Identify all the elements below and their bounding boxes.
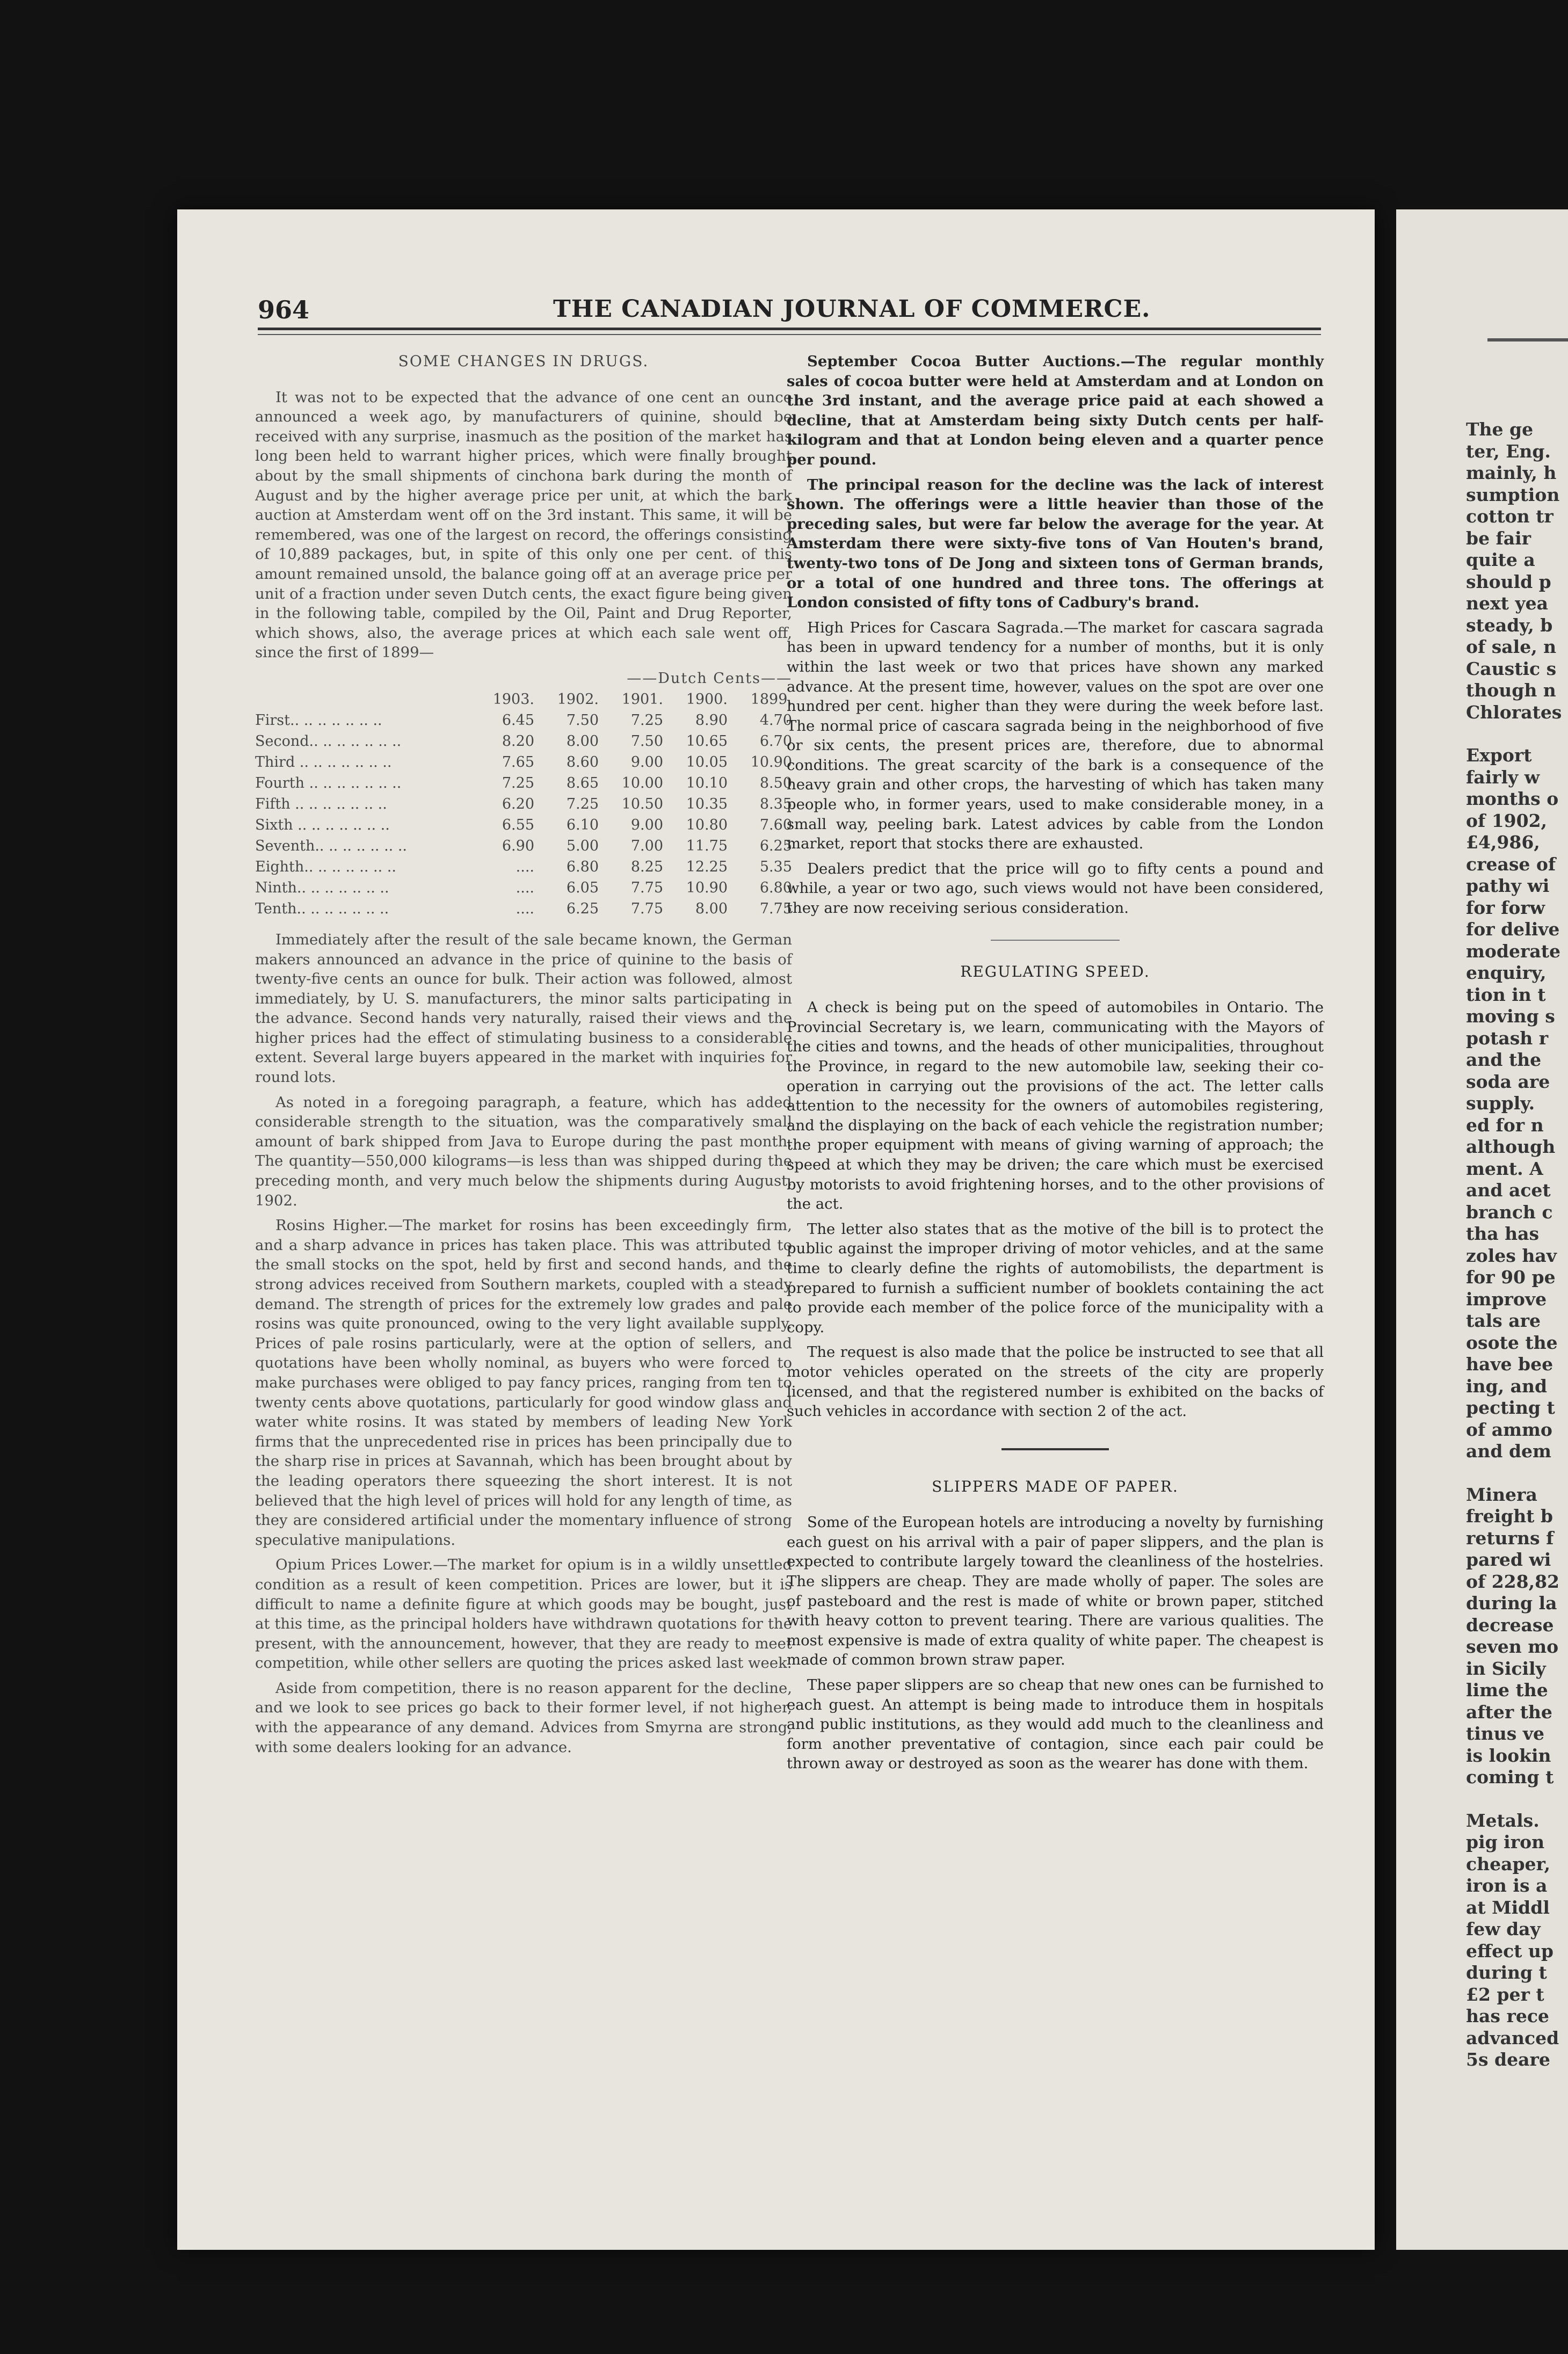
facing-text-line: moving s	[1466, 1006, 1555, 1027]
facing-text-line: next yea	[1466, 593, 1548, 614]
facing-text-line: during la	[1466, 1593, 1557, 1614]
facing-text-line: of 228,82	[1466, 1571, 1559, 1592]
section-divider	[1001, 1448, 1109, 1450]
table-row: Seventh.. .. .. .. .. .. .. 6.90 5.00 7.00 11.75 6.25	[255, 837, 792, 854]
column-header: 1902.	[557, 691, 599, 708]
facing-text-line: £4,986,	[1466, 832, 1540, 853]
facing-text-line: for forw	[1466, 897, 1545, 918]
bark-auction-table	[255, 668, 792, 919]
facing-text-line: effect up	[1466, 1940, 1554, 1961]
facing-text-line: pathy wi	[1466, 875, 1550, 896]
facing-text-line: for 90 pe	[1466, 1267, 1556, 1288]
facing-text-line: for delive	[1466, 919, 1560, 940]
article-heading-slippers: SLIPPERS MADE OF PAPER.	[932, 1477, 1179, 1495]
facing-text-line: moderate	[1466, 940, 1561, 962]
facing-text-line: iron is a	[1466, 1875, 1548, 1896]
facing-text-line: £2 per t	[1466, 1984, 1544, 2005]
paragraph: The request is also made that the police be instructed to see that all motor vehicles operated on the streets of the city are properly licensed, and that the registered number is exhibited on the backs of such vehicles in accordance with section 2 of the act.	[787, 1343, 1324, 1420]
paragraph: Dealers predict that the price will go to fifty cents a pound and while, a year or two ago, such views would not have been considered, they are now receiving serious consideration.	[787, 860, 1324, 917]
newspaper-page	[177, 209, 1375, 2250]
facing-text-line: enquiry,	[1466, 962, 1547, 983]
facing-text-line: ed for n	[1466, 1114, 1544, 1136]
facing-text-line: few day	[1466, 1919, 1541, 1939]
table-row: Fifth .. .. .. .. .. .. .. 6.20 7.25 10.50 10.35 8.35	[255, 795, 792, 812]
paragraph: Aside from competition, there is no reason apparent for the decline, and we look to see prices go back to their former level, if not higher, with the appearance of any demand. Advices from Smyrna are strong, with some dealers looking for an advance.	[255, 1679, 792, 1756]
facing-text-line: months o	[1466, 788, 1559, 809]
facing-text-line: tha has	[1466, 1223, 1540, 1244]
facing-text-line: pecting t	[1466, 1397, 1555, 1418]
left-column	[255, 352, 792, 1762]
facing-text-line: is lookin	[1466, 1745, 1551, 1766]
paragraph: The principal reason for the decline was the lack of interest shown. The offerings were a little heavier than those of the preceding sales, but were far below the average for the year. At Amsterdam there were sixty-five tons of Van Houten's brand, twenty-two tons of De Jong and sixteen tons of German brands, or a total of one hundred and three tons. The offerings at London consisted of fifty tons of Cadbury's brand.	[787, 476, 1324, 612]
facing-text-line: tinus ve	[1466, 1723, 1545, 1744]
header-rule-thin	[258, 334, 1321, 335]
facing-text-line: during t	[1466, 1962, 1547, 1983]
paragraph: September Cocoa Butter Auctions.—The regular monthly sales of cocoa butter were held at Amsterdam and at London on the 3rd instant, and the average price paid at each showed a decline, that at Amsterdam being sixty Dutch cents per half-kilogram and that at London being eleven and a quarter pence per pound.	[787, 353, 1324, 468]
table-super-header: ——Dutch Cents——	[627, 670, 792, 687]
facing-text-line: The ge	[1466, 419, 1534, 440]
paragraph: A check is being put on the speed of automobiles in Ontario. The Provincial Secretary is, we learn, communicating with the Mayors of the cities and towns, and the heads of other municipalities, throughout the Province, in regard to the new automobile law, seeking their co-operation in carrying out the provisions of the act. The letter calls attention to the necessity for the owners of automobiles registering, and the displaying on the back of each vehicle the registration number; the proper equipment with means of giving warning of approach; the speed at which they may be driven; the care which must be exercised by motorists to avoid frightening horses, and to the other provisions of the act.	[787, 999, 1324, 1213]
column-header: 1903.	[492, 691, 534, 708]
column-header: 1899.	[750, 691, 792, 708]
table-row: Eighth.. .. .. .. .. .. .. .... 6.80 8.25 12.25 5.35	[255, 858, 792, 875]
paragraph: High Prices for Cascara Sagrada.—The market for cascara sagrada has been in upward tendency for a number of months, but it is only within the last week or two that prices have shown any marked advance. At the present time, however, values on the spot are over one hundred per cent. higher than they were during the week before last. The normal price of cascara sagrada being in the neighborhood of five or six cents, the present prices are, therefore, due to abnormal conditions. The great scarcity of the bark is a consequence of the heavy grain and other crops, the harvesting of which has taken many people who, in former years, used to make considerable money, in a small way, peeling bark. Latest advices by cable from the London market, report that stocks there are exhausted.	[787, 619, 1324, 853]
facing-text-line: crease of	[1466, 853, 1556, 875]
facing-text-line: tion in t	[1466, 984, 1546, 1005]
facing-text-line: pared wi	[1466, 1549, 1551, 1570]
article-heading-speed: REGULATING SPEED.	[960, 962, 1150, 980]
facing-text-line: have bee	[1466, 1354, 1554, 1375]
facing-text-line: soda are	[1466, 1071, 1550, 1092]
paragraph: Rosins Higher.—The market for rosins has been exceedingly firm, and a sharp advance in prices has taken place. This was attributed to the small stocks on the spot, held by first and second hands, and the strong advices received from Southern markets, coupled with a steady demand. The strength of prices for the extremely low grades and pale rosins was quite pronounced, owing to the very light available supply. Prices of pale rosins particularly, were at the option of sellers, and quotations have been wholly nominal, as buyers who were forced to make purchases were obliged to pay fancy prices, ranging from ten to twenty cents above quotations, particularly for good window glass and water white rosins. It was stated by members of leading New York firms that the unprecedented rise in prices has been principally due to the sharp rise in prices at Savannah, which has been brought about by the leading operators there squeezing the short interest. It is not believed that the high level of prices will hold for any length of time, as they are considered artificial under the momentary influence of strong speculative manipulations.	[255, 1217, 792, 1549]
facing-text-line: and dem	[1466, 1441, 1551, 1462]
facing-text-line: zoles hav	[1466, 1245, 1557, 1266]
facing-text-line: though n	[1466, 680, 1556, 701]
paragraph: Immediately after the result of the sale became known, the German makers announced an advance in the price of quinine to the basis of twenty-five cents an ounce for bulk. Their action was followed, almost immediately, by U. S. manufacturers, the minor salts participating in the advance. Second hands very naturally, raised their views and the higher prices had the effect of stimulating business to a considerable extent. Several large buyers appeared in the market with inquiries for round lots.	[255, 931, 792, 1086]
facing-text-line: be fair	[1466, 527, 1531, 549]
table-row: Second.. .. .. .. .. .. .. 8.20 8.00 7.50 10.65 6.70	[255, 732, 792, 750]
facing-page-fragment	[1396, 209, 1568, 2250]
table-row: First.. .. .. .. .. .. .. 6.45 7.50 7.25 8.90 4.70	[255, 711, 792, 729]
facing-text-line: in Sicily	[1466, 1658, 1546, 1679]
facing-text-line: although	[1466, 1136, 1556, 1157]
facing-text-line: mainly, h	[1466, 462, 1557, 483]
paragraph: It was not to be expected that the advance of one cent an ounce announced a week ago, by manufacturers of quinine, should be received with any surprise, inasmuch as the position of the market has long been held to warrant higher prices, which were finally brought about by the small shipments of cinchona bark during the month of August and by the higher average price per unit, at which the bark auction at Amsterdam went off on the 3rd instant. This same, it will be remembered, was one of the largest on record, the offerings consisting of 10,889 packages, but, in spite of this only one per cent. of this amount remained unsold, the balance going off at an average price per unit of a fraction under seven Dutch cents, the exact figure being given in the following table, compiled by the Oil, Paint and Drug Reporter, which shows, also, the average prices at which each sale went off, since the first of 1899—	[255, 388, 792, 662]
header-rule	[258, 328, 1321, 330]
paragraph: Some of the European hotels are introducing a novelty by furnishing each guest on his arrival with a pair of paper slippers, and the plan is expected to contribute largely toward the cleanliness of the hostelries. The slippers are cheap. They are made wholly of paper. The soles are of pasteboard and the rest is made of white or brown paper, stitched with heavy cotton to prevent tearing. There are various qualities. The most expensive is made of extra quality of white paper. The cheapest is made of common brown straw paper.	[787, 1514, 1324, 1669]
table-header-row	[255, 689, 792, 710]
table-row: Sixth .. .. .. .. .. .. .. 6.55 6.10 9.00 10.80 7.60	[255, 816, 792, 833]
facing-text-line: should p	[1466, 571, 1551, 592]
facing-text-line: Chlorates	[1466, 701, 1562, 723]
column-header: 1901.	[621, 691, 663, 708]
facing-text-line: supply.	[1466, 1093, 1535, 1114]
facing-text-line: sumption	[1466, 484, 1560, 505]
facing-text-line: pig iron	[1466, 1832, 1545, 1852]
paragraph: Opium Prices Lower.—The market for opium is in a wildly unsettled condition as a result of keen competition. Prices are lower, but it is difficult to name a definite figure at which goods may be bought, just at this time, as the principal holders have withdrawn quotations for the present, with the announcement, however, that they are ready to meet competition, while other sellers are quoting the prices asked last week.	[255, 1556, 792, 1672]
table-row: Fourth .. .. .. .. .. .. .. 7.25 8.65 10.00 10.10 8.50	[255, 774, 792, 791]
facing-text-line: branch c	[1466, 1201, 1553, 1223]
facing-text-line: and acet	[1466, 1180, 1551, 1201]
table-row: Tenth.. .. .. .. .. .. .. .... 6.25 7.75 8.00 7.75	[255, 900, 792, 917]
facing-text-line: returns f	[1466, 1527, 1554, 1549]
facing-text-line: freight b	[1466, 1506, 1553, 1527]
table-row: Third .. .. .. .. .. .. .. 7.65 8.60 9.00 10.05 10.90	[255, 753, 792, 771]
facing-text-line: 5s deare	[1466, 2049, 1550, 2070]
page-header	[258, 290, 1321, 328]
facing-text-line: potash r	[1466, 1027, 1549, 1049]
facing-text-line: ing, and	[1466, 1375, 1548, 1397]
facing-text-line: seven mo	[1466, 1636, 1559, 1657]
facing-header-rule	[1487, 338, 1568, 342]
facing-text-line: improve	[1466, 1288, 1547, 1310]
paragraph: As noted in a foregoing paragraph, a feature, which has added considerable strength to the situation, was the comparatively small amount of bark shipped from Java to Europe during the past month. The quantity—550,000 kilograms—is less than was shipped during the preceding month, and very much below the shipments during August, 1902.	[255, 1093, 792, 1209]
facing-text-line: osote the	[1466, 1332, 1558, 1353]
paragraph: These paper slippers are so cheap that new ones can be furnished to each guest. An attempt is being made to introduce them in hospitals and public institutions, as they would add much to the cleanliness and form another preventative of contagion, since each pair could be thrown away or destroyed as soon as the wearer has done with them.	[787, 1676, 1324, 1772]
facing-text-line: after the	[1466, 1701, 1552, 1723]
facing-text-line: tals are	[1466, 1310, 1541, 1331]
facing-text-line: Caustic s	[1466, 658, 1557, 679]
facing-text-line: ter, Eng.	[1466, 440, 1551, 462]
facing-text-line: steady, b	[1466, 614, 1553, 636]
section-divider	[991, 940, 1120, 941]
right-column	[787, 352, 1324, 1779]
column-header: 1900.	[686, 691, 728, 708]
facing-page-text	[1466, 419, 1568, 2071]
facing-text-line: fairly w	[1466, 766, 1540, 788]
facing-text-line: and the	[1466, 1049, 1542, 1070]
facing-text-line: cotton tr	[1466, 506, 1554, 527]
article-heading-drugs: SOME CHANGES IN DRUGS.	[398, 352, 649, 370]
facing-text-line: cheaper,	[1466, 1853, 1551, 1875]
page-number: 964	[258, 295, 310, 324]
facing-text-line: lime the	[1466, 1680, 1548, 1701]
facing-text-line: ment. A	[1466, 1158, 1543, 1179]
paragraph: The letter also states that as the motive of the bill is to protect the public against the improper driving of motor vehicles, and at the same time to clearly define the rights of automobilists, the department is prepared to furnish a sufficient number of booklets containing the act to provide each member of the police force of the municipality with a copy.	[787, 1220, 1324, 1336]
facing-text-line: of 1902,	[1466, 810, 1548, 831]
facing-text-line: at Middl	[1466, 1897, 1550, 1918]
facing-text-line: Minera	[1466, 1484, 1537, 1505]
table-row: Ninth.. .. .. .. .. .. .. .... 6.05 7.75 10.90 6.80	[255, 879, 792, 896]
facing-text-line: of sale, n	[1466, 636, 1557, 657]
facing-text-line: Export	[1466, 745, 1532, 766]
facing-text-line: quite a	[1466, 549, 1535, 570]
facing-text-line: has rece	[1466, 2006, 1549, 2026]
facing-text-line: Metals.	[1466, 1810, 1540, 1831]
journal-title: THE CANADIAN JOURNAL OF COMMERCE.	[553, 295, 1151, 323]
facing-text-line: coming t	[1466, 1767, 1554, 1788]
facing-text-line: decrease	[1466, 1614, 1554, 1636]
facing-text-line: of ammo	[1466, 1419, 1552, 1440]
facing-text-line: advanced	[1466, 2027, 1559, 2048]
